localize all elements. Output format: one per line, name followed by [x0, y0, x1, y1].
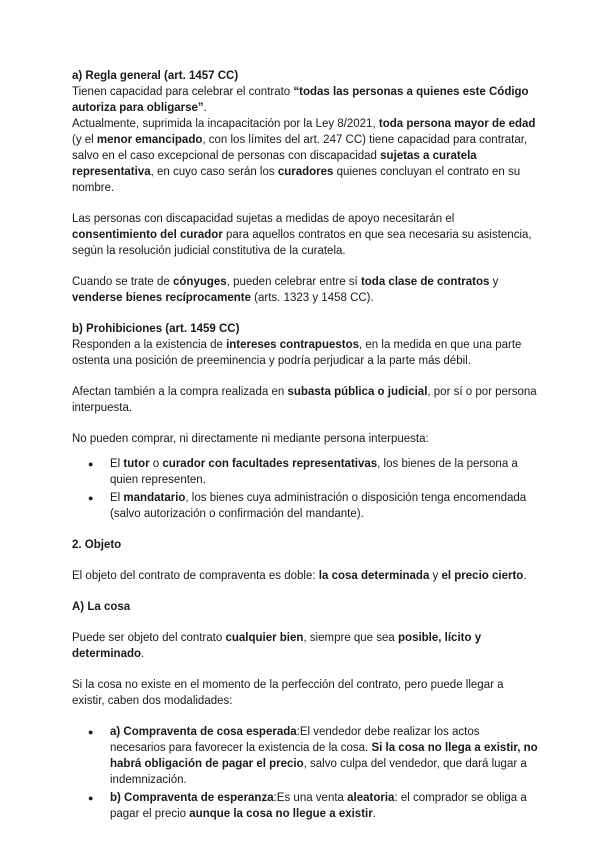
list-item: ● b) Compraventa de esperanza:Es una venta aleatoria: el comprador se obliga a pagar el precio aunque la cosa no llegue a existir. [110, 790, 538, 822]
list-item: ● El mandatario, los bienes cuya administración o disposición tenga encomendada (salvo autorización o confirmación del mandante). [110, 490, 538, 522]
paragraph: Cuando se trate de cónyuges, pueden celebrar entre sí toda clase de contratos y venderse bienes recíprocamente (arts. 1323 y 1458 CC). [72, 276, 499, 304]
section-heading-la-cosa: A) La cosa [72, 601, 131, 613]
paragraph: Actualmente, suprimida la incapacitación por la Ley 8/2021, toda persona mayor de edad (y el menor emancipado, con los límites del art. 247 CC) tiene capacidad para contratar, salvo en el caso excepcional de personas con discapacidad sujetas a curatela representativa, en cuyo caso serán los curadores quienes concluyan el contrato en su nombre. [72, 118, 536, 194]
section-heading-objeto: 2. Objeto [72, 539, 122, 551]
paragraph: Afectan también a la compra realizada en subasta pública o judicial, por sí o por persona interpuesta. [72, 386, 537, 414]
list-item: ● El tutor o curador con facultades representativas, los bienes de la persona a quien representen. [110, 456, 538, 488]
list-item: ● a) Compraventa de cosa esperada:El vendedor debe realizar los actos necesarios para favorecer la existencia de la cosa. Si la cosa no llega a existir, no habrá obligación de pagar el precio, salvo culpa del vendedor, que dará lugar a indemnización. [110, 724, 538, 788]
paragraph: El objeto del contrato de compraventa es doble: la cosa determinada y el precio cierto. [72, 570, 527, 582]
paragraph: Las personas con discapacidad sujetas a medidas de apoyo necesitarán el consentimiento del curador para aquellos contratos en que sea necesaria su asistencia, según la resolución judicial constitutiva de la curatela. [72, 213, 532, 257]
paragraph: No pueden comprar, ni directamente ni mediante persona interpuesta: [72, 433, 429, 445]
prohibitions-list [72, 456, 538, 522]
modalidades-list [72, 724, 538, 822]
paragraph: Tienen capacidad para celebrar el contrato “todas las personas a quienes este Código autoriza para obligarse”. [72, 86, 529, 114]
paragraph: Responden a la existencia de intereses contrapuestos, en la medida en que una parte ostenta una posición de preeminencia y podría perjudicar a la parte más débil. [72, 339, 522, 367]
section-heading-regla-general: a) Regla general (art. 1457 CC) [72, 70, 239, 82]
paragraph: Puede ser objeto del contrato cualquier bien, siempre que sea posible, lícito y determinado. [72, 632, 482, 660]
paragraph: Si la cosa no existe en el momento de la perfección del contrato, pero puede llegar a existir, caben dos modalidades: [72, 679, 504, 707]
section-heading-prohibiciones: b) Prohibiciones (art. 1459 CC) [72, 323, 240, 335]
